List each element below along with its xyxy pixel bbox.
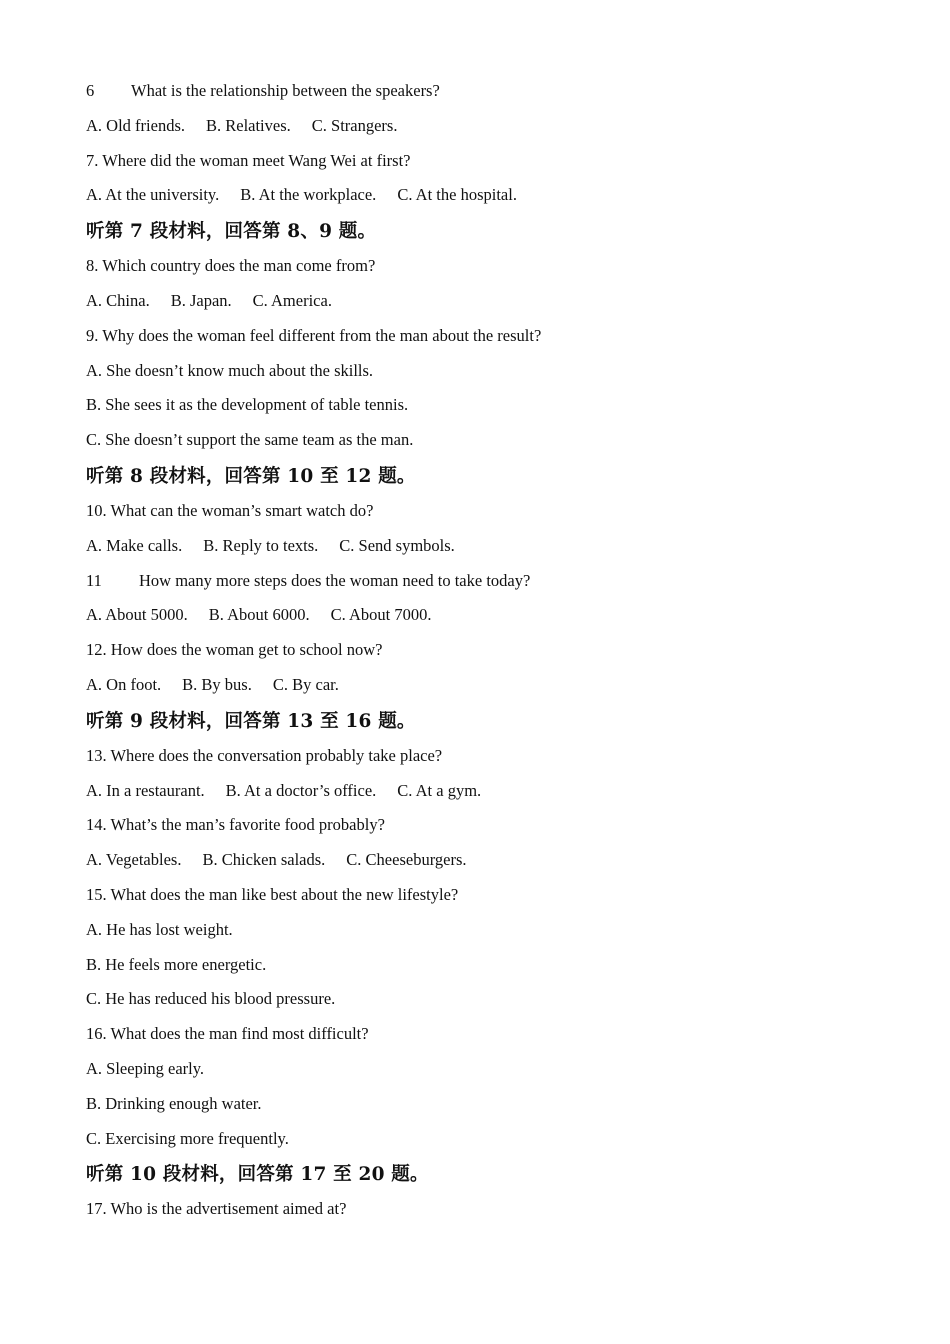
question-12-options [86,672,886,707]
question-15-option-b: B. He feels more energetic. [86,954,267,974]
question-11-options [86,602,886,637]
question-15: 15. What does the man like best about the new lifestyle? [86,884,459,904]
question-text: What is the relationship between the speakers? [131,81,440,100]
option-b: B. At a doctor’s office. [225,780,377,800]
question-number: 6 [86,81,95,100]
option-b: B. Relatives. [205,115,291,135]
section-heading-9: 听第 9 段材料，回答第 13 至 16 题。 [86,710,416,732]
option-c: C. Cheeseburgers. [346,850,467,870]
question-17: 17. Who is the advertisement aimed at? [86,1199,347,1219]
option-c: C. About 7000. [330,605,432,625]
question-9-option-c: C. She doesn’t support the same team as the man. [86,430,414,450]
question-11 [86,568,886,603]
question-16-option-b: B. Drinking enough water. [86,1093,262,1113]
section-heading-10: 听第 10 段材料，回答第 17 至 20 题。 [86,1164,429,1186]
option-b: B. Reply to texts. [203,535,319,555]
option-c: C. At the hospital. [397,185,517,205]
option-a: A. China. [86,290,150,310]
option-a: A. On foot. [86,674,162,694]
question-8: 8. Which country does the man come from? [86,256,376,276]
option-b: B. Chicken salads. [202,850,326,870]
question-9-option-b: B. She sees it as the development of table tennis. [86,395,409,415]
question-10-options [86,533,886,568]
option-c: C. At a gym. [397,780,482,800]
question-16: 16. What does the man find most difficult? [86,1024,369,1044]
question-13-options [86,778,886,813]
question-text: How many more steps does the woman need to take today? [139,570,531,590]
question-12: 12. How does the woman get to school now? [86,640,383,660]
option-a: A. Vegetables. [86,850,182,870]
option-c: C. America. [252,290,332,310]
question-7-options [86,182,886,217]
option-a: A. About 5000. [86,605,188,625]
section-heading-7: 听第 7 段材料，回答第 8、9 题。 [86,221,377,243]
question-13: 13. Where does the conversation probably take place? [86,745,443,765]
option-a: A. Make calls. [86,535,183,555]
question-16-option-c: C. Exercising more frequently. [86,1128,289,1148]
option-c: C. Send symbols. [339,535,455,555]
question-6-options [86,113,886,148]
question-16-option-a: A. Sleeping early. [86,1058,205,1078]
question-10: 10. What can the woman’s smart watch do? [86,500,374,520]
question-9-option-a: A. She doesn’t know much about the skills. [86,360,374,380]
listening-section [86,78,886,1231]
question-7: 7. Where did the woman meet Wang Wei at first? [86,150,411,170]
option-a: A. In a restaurant. [86,780,205,800]
option-c: C. By car. [272,674,339,694]
question-8-options [86,288,886,323]
question-15-option-a: A. He has lost weight. [86,919,233,939]
option-c: C. Strangers. [311,115,398,135]
question-6 [86,78,886,113]
question-15-option-c: C. He has reduced his blood pressure. [86,989,336,1009]
question-14-options [86,847,886,882]
question-number: 11 [86,570,102,590]
question-9: 9. Why does the woman feel different from the man about the result? [86,325,542,345]
option-b: B. At the workplace. [240,185,377,205]
option-b: B. About 6000. [208,605,310,625]
option-b: B. By bus. [182,674,252,694]
option-a: A. Old friends. [86,115,185,135]
section-heading-8: 听第 8 段材料，回答第 10 至 12 题。 [86,465,416,487]
question-14: 14. What’s the man’s favorite food probably? [86,815,385,835]
option-b: B. Japan. [170,290,232,310]
option-a: A. At the university. [86,185,220,205]
